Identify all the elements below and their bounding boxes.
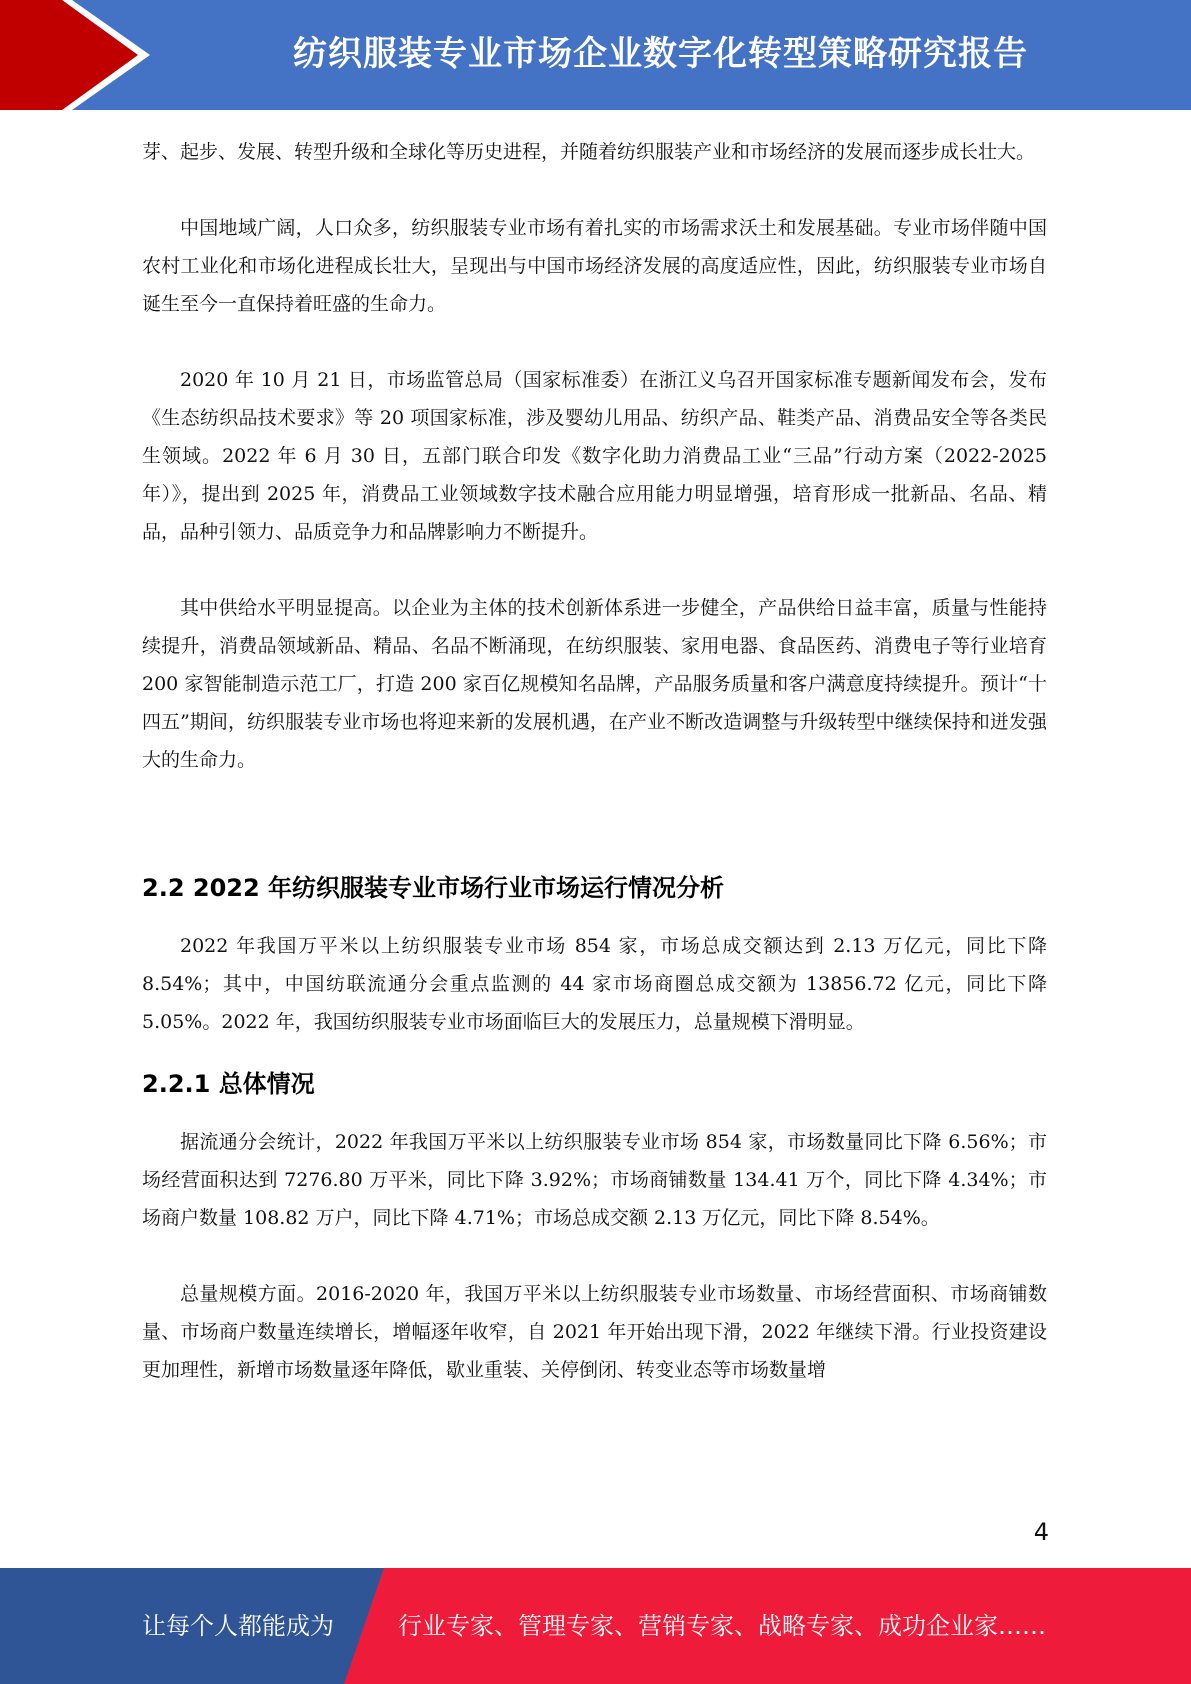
page-content — [142, 133, 1047, 1389]
paragraph: 2020 年 10 月 21 日，市场监管总局（国家标准委）在浙江义乌召开国家标准专题新闻发布会，发布《生态纺织品技术要求》等 20 项国家标准，涉及婴幼儿用品、纺织产品、鞋类产品、消费品安全等各类民生领域。2022 年 6 月 30 日，五部门联合印发《数字化助力消费品工业“三品”行动方案（2022-2025 年）》，提出到 2025 年，消费品工业领域数字技术融合应用能力明显增强，培育形成一批新品、名品、精品，品种引领力、品质竞争力和品牌影响力不断提升。 — [142, 369, 1047, 543]
footer-slogan-right: 行业专家、管理专家、营销专家、战略专家、成功企业家…… — [398, 1612, 1046, 1640]
paragraph: 芽、起步、发展、转型升级和全球化等历史进程，并随着纺织服装产业和市场经济的发展而逐步成长壮大。 — [142, 141, 1036, 163]
header-chevron-decoration — [0, 0, 160, 110]
paragraph: 其中供给水平明显提高。以企业为主体的技术创新体系进一步健全，产品供给日益丰富，质量与性能持续提升，消费品领域新品、精品、名品不断涌现，在纺织服装、家用电器、食品医药、消费电子等行业培育 200 家智能制造示范工厂，打造 200 家百亿规模知名品牌，产品服务质量和客户满意度持续提升。预计“十四五”期间，纺织服装专业市场也将迎来新的发展机遇，在产业不断改造调整与升级转型中继续保持和迸发强大的生命力。 — [142, 597, 1047, 771]
page-number: 4 — [1033, 1518, 1049, 1546]
paragraph: 中国地域广阔，人口众多，纺织服装专业市场有着扎实的市场需求沃土和发展基础。专业市场伴随中国农村工业化和市场化进程成长壮大，呈现出与中国市场经济发展的高度适应性，因此，纺织服装专业市场自诞生至今一直保持着旺盛的生命力。 — [142, 217, 1047, 315]
page-header — [0, 0, 1191, 110]
paragraph: 2022 年我国万平米以上纺织服装专业市场 854 家，市场总成交额达到 2.13 万亿元，同比下降 8.54%；其中，中国纺联流通分会重点监测的 44 家市场商圈总成交额为 13856.72 亿元，同比下降 5.05%。2022 年，我国纺织服装专业市场面临巨大的发展压力，总量规模下滑明显。 — [142, 935, 1047, 1033]
subsection-heading: 2.2.1 总体情况 — [142, 1070, 315, 1098]
paragraph: 总量规模方面。2016-2020 年，我国万平米以上纺织服装专业市场数量、市场经营面积、市场商铺数量、市场商户数量连续增长，增幅逐年收窄，自 2021 年开始出现下滑，2022 年继续下滑。行业投资建设更加理性，新增市场数量逐年降低，歇业重装、关停倒闭、转变业态等市场数量增 — [142, 1283, 1047, 1381]
footer-slogan-left: 让每个人都能成为 — [142, 1612, 334, 1640]
section-heading: 2.2 2022 年纺织服装专业市场行业市场运行情况分析 — [142, 874, 725, 902]
document-title: 纺织服装专业市场企业数字化转型策略研究报告 — [293, 34, 1028, 74]
page-footer — [0, 1568, 1191, 1684]
paragraph: 据流通分会统计，2022 年我国万平米以上纺织服装专业市场 854 家，市场数量同比下降 6.56%；市场经营面积达到 7276.80 万平米，同比下降 3.92%；市场商铺数量 134.41 万个，同比下降 4.34%；市场商户数量 108.82 万户，同比下降 4.71%；市场总成交额 2.13 万亿元，同比下降 8.54%。 — [142, 1131, 1047, 1229]
